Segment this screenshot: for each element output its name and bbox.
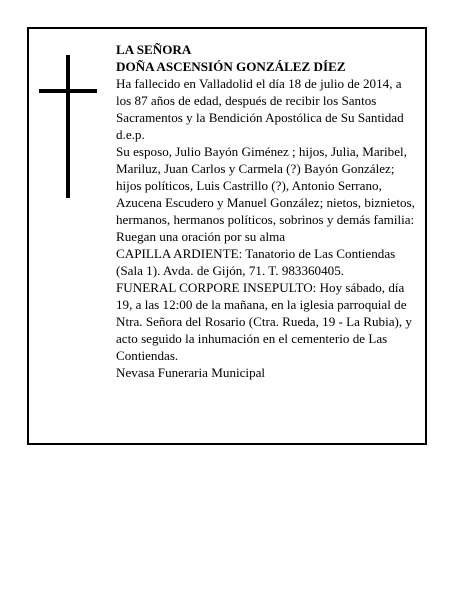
notice-text xyxy=(116,41,420,381)
notice-title: LA SEÑORA xyxy=(116,42,192,57)
chapel-info: CAPILLA ARDIENTE: Tanatorio de Las Contiendas (Sala 1). Avda. de Gijón, 71. T. 983360405. xyxy=(116,246,396,278)
death-announcement: Ha fallecido en Valladolid el día 18 de julio de 2014, a los 87 años de edad, después de recibir los Santos Sacramentos y la Bendición Apostólica de Su Santidad d.e.p. xyxy=(116,76,404,142)
prayer-request: Ruegan una oración por su alma xyxy=(116,229,286,244)
family-list: Su esposo, Julio Bayón Giménez ; hijos, Julia, Maribel, Mariluz, Juan Carlos y Carmela (?) Bayón González; hijos políticos, Luis Castrillo (?), Antonio Serrano, Azucena Escudero y Manuel González; nietos, biznietos, hermanos, hermanos políticos, sobrinos y demás familia: xyxy=(116,144,415,227)
obituary-notice xyxy=(27,27,427,445)
cross-vertical-bar xyxy=(66,55,70,198)
funeral-home: Nevasa Funeraria Municipal xyxy=(116,365,266,380)
cross-icon xyxy=(39,55,97,198)
funeral-info: FUNERAL CORPORE INSEPULTO: Hoy sábado, día 19, a las 12:00 de la mañana, en la iglesia parroquial de Ntra. Señora del Rosario (Ctra. Rueda, 19 - La Rubia), y acto seguido la inhumación en el cementerio de Las Contiendas. xyxy=(116,280,412,363)
deceased-name: DOÑA ASCENSIÓN GONZÁLEZ DÍEZ xyxy=(116,59,346,74)
cross-horizontal-bar xyxy=(39,89,97,93)
